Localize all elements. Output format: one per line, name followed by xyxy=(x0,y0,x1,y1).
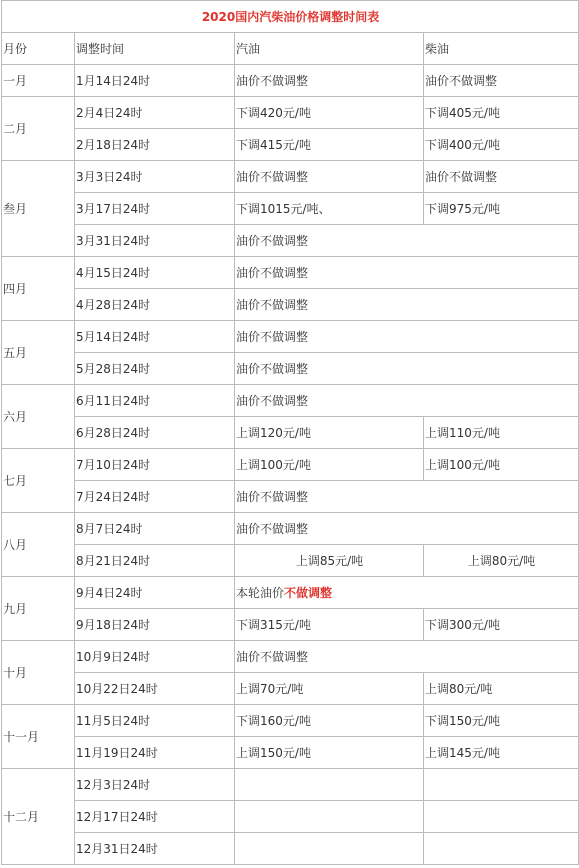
diesel-cell: 上调100元/吨 xyxy=(424,449,579,481)
table-row xyxy=(2,385,579,417)
time-cell: 3月17日24时 xyxy=(75,193,235,225)
table-row xyxy=(2,193,579,225)
time-cell: 4月28日24时 xyxy=(75,289,235,321)
diesel-cell: 下调400元/吨 xyxy=(424,129,579,161)
table-row xyxy=(2,609,579,641)
table-row xyxy=(2,737,579,769)
gasoline-cell: 上调120元/吨 xyxy=(235,417,424,449)
diesel-cell: 下调405元/吨 xyxy=(424,97,579,129)
table-row xyxy=(2,673,579,705)
merged-price-cell: 油价不做调整 xyxy=(235,289,579,321)
time-cell: 10月9日24时 xyxy=(75,641,235,673)
table-row xyxy=(2,417,579,449)
header-time: 调整时间 xyxy=(75,33,235,65)
diesel-cell: 下调300元/吨 xyxy=(424,609,579,641)
time-cell: 5月28日24时 xyxy=(75,353,235,385)
table-row xyxy=(2,545,579,577)
table-row xyxy=(2,513,579,545)
time-cell: 5月14日24时 xyxy=(75,321,235,353)
diesel-cell: 下调150元/吨 xyxy=(424,705,579,737)
month-cell: 一月 xyxy=(2,65,75,97)
time-cell: 2月4日24时 xyxy=(75,97,235,129)
table-row xyxy=(2,161,579,193)
gasoline-cell: 上调150元/吨 xyxy=(235,737,424,769)
month-cell: 二月 xyxy=(2,97,75,161)
table-row xyxy=(2,833,579,865)
time-cell: 1月14日24时 xyxy=(75,65,235,97)
time-cell: 7月10日24时 xyxy=(75,449,235,481)
time-cell: 4月15日24时 xyxy=(75,257,235,289)
time-cell: 9月18日24时 xyxy=(75,609,235,641)
table-row xyxy=(2,289,579,321)
gasoline-cell: 下调420元/吨 xyxy=(235,97,424,129)
diesel-cell: 油价不做调整 xyxy=(424,65,579,97)
table-row xyxy=(2,641,579,673)
diesel-cell: 上调110元/吨 xyxy=(424,417,579,449)
diesel-cell xyxy=(424,769,579,801)
time-cell: 8月21日24时 xyxy=(75,545,235,577)
gasoline-cell: 下调415元/吨 xyxy=(235,129,424,161)
highlight-text: 不做调整 xyxy=(284,586,333,600)
merged-price-cell: 油价不做调整 xyxy=(235,321,579,353)
table-row xyxy=(2,577,579,609)
diesel-cell xyxy=(424,833,579,865)
time-cell: 6月11日24时 xyxy=(75,385,235,417)
table-row xyxy=(2,97,579,129)
month-cell: 叁月 xyxy=(2,161,75,257)
gasoline-cell: 下调315元/吨 xyxy=(235,609,424,641)
price-schedule-table xyxy=(1,0,579,865)
gasoline-cell: 下调160元/吨 xyxy=(235,705,424,737)
header-month: 月份 xyxy=(2,33,75,65)
table-title: 2020国内汽柴油价格调整时间表 xyxy=(2,1,579,33)
month-cell: 七月 xyxy=(2,449,75,513)
gasoline-cell: 油价不做调整 xyxy=(235,161,424,193)
diesel-cell: 下调975元/吨 xyxy=(424,193,579,225)
table-row xyxy=(2,705,579,737)
time-cell: 12月3日24时 xyxy=(75,769,235,801)
month-cell: 十一月 xyxy=(2,705,75,769)
merged-price-cell xyxy=(235,577,579,609)
month-cell: 八月 xyxy=(2,513,75,577)
table-row xyxy=(2,225,579,257)
time-cell: 9月4日24时 xyxy=(75,577,235,609)
month-cell: 六月 xyxy=(2,385,75,449)
merged-price-cell: 油价不做调整 xyxy=(235,641,579,673)
diesel-cell: 上调80元/吨 xyxy=(424,673,579,705)
merged-price-cell: 油价不做调整 xyxy=(235,385,579,417)
time-cell: 3月31日24时 xyxy=(75,225,235,257)
gasoline-cell: 上调100元/吨 xyxy=(235,449,424,481)
gasoline-cell: 下调1015元/吨、 xyxy=(235,193,424,225)
table-row xyxy=(2,65,579,97)
time-cell: 12月31日24时 xyxy=(75,833,235,865)
time-cell: 3月3日24时 xyxy=(75,161,235,193)
table-row xyxy=(2,769,579,801)
table-row xyxy=(2,449,579,481)
table-row xyxy=(2,257,579,289)
time-cell: 2月18日24时 xyxy=(75,129,235,161)
merged-prefix: 本轮油价 xyxy=(236,586,285,600)
table-row xyxy=(2,481,579,513)
diesel-cell: 上调145元/吨 xyxy=(424,737,579,769)
table-row xyxy=(2,353,579,385)
time-cell: 6月28日24时 xyxy=(75,417,235,449)
title-row xyxy=(2,1,579,33)
table-row xyxy=(2,801,579,833)
time-cell: 7月24日24时 xyxy=(75,481,235,513)
gasoline-cell xyxy=(235,769,424,801)
merged-price-cell: 油价不做调整 xyxy=(235,225,579,257)
month-cell: 九月 xyxy=(2,577,75,641)
month-cell: 四月 xyxy=(2,257,75,321)
month-cell: 五月 xyxy=(2,321,75,385)
diesel-cell xyxy=(424,801,579,833)
time-cell: 11月19日24时 xyxy=(75,737,235,769)
month-cell: 十月 xyxy=(2,641,75,705)
diesel-cell: 油价不做调整 xyxy=(424,161,579,193)
gasoline-cell: 上调85元/吨 xyxy=(235,545,424,577)
header-row xyxy=(2,33,579,65)
month-cell: 十二月 xyxy=(2,769,75,865)
gasoline-cell xyxy=(235,833,424,865)
gasoline-cell: 上调70元/吨 xyxy=(235,673,424,705)
time-cell: 10月22日24时 xyxy=(75,673,235,705)
time-cell: 8月7日24时 xyxy=(75,513,235,545)
merged-price-cell: 油价不做调整 xyxy=(235,513,579,545)
gasoline-cell xyxy=(235,801,424,833)
gasoline-cell: 油价不做调整 xyxy=(235,65,424,97)
header-diesel: 柴油 xyxy=(424,33,579,65)
diesel-cell: 上调80元/吨 xyxy=(424,545,579,577)
merged-price-cell: 油价不做调整 xyxy=(235,257,579,289)
time-cell: 11月5日24时 xyxy=(75,705,235,737)
merged-price-cell: 油价不做调整 xyxy=(235,481,579,513)
header-gasoline: 汽油 xyxy=(235,33,424,65)
merged-price-cell: 油价不做调整 xyxy=(235,353,579,385)
time-cell: 12月17日24时 xyxy=(75,801,235,833)
table-row xyxy=(2,321,579,353)
table-row xyxy=(2,129,579,161)
